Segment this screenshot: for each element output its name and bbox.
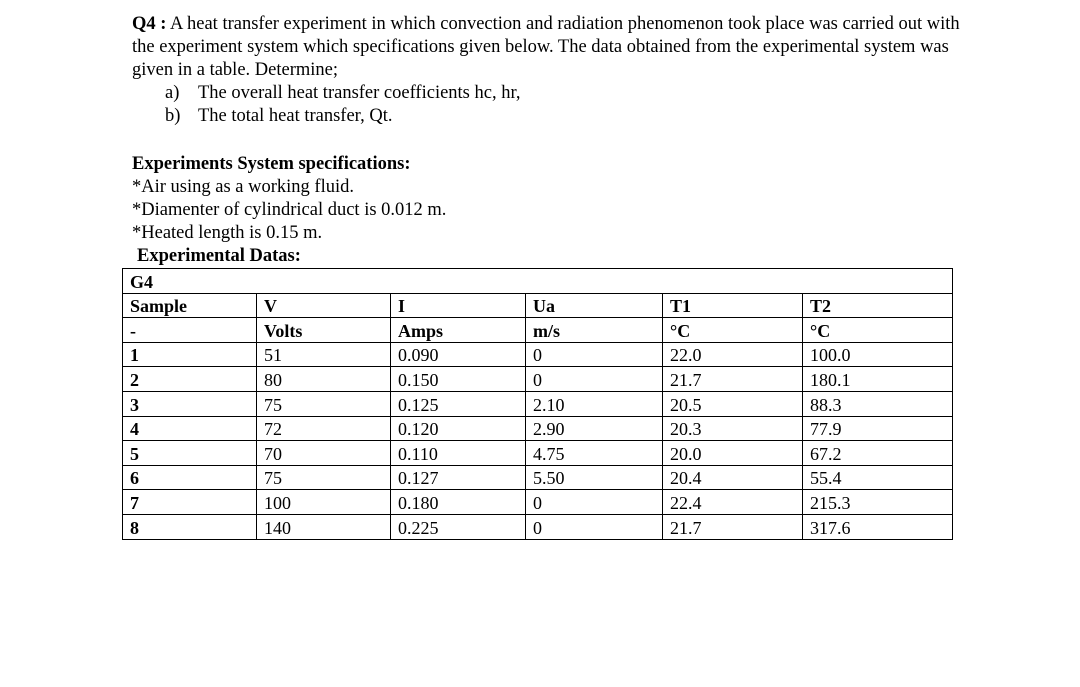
table-cell: 0	[526, 514, 663, 539]
table-group-cell: G4	[123, 269, 953, 294]
table-row	[123, 367, 953, 392]
table-sample-cell: 1	[123, 342, 257, 367]
question-part-text: The total heat transfer, Qt.	[198, 106, 393, 126]
table-units-row	[123, 318, 953, 343]
table-row	[123, 490, 953, 515]
table-sample-cell: 3	[123, 391, 257, 416]
table-row	[123, 416, 953, 441]
table-unit-cell: °C	[663, 318, 803, 343]
question-part-marker: b)	[165, 106, 181, 126]
table-cell: 140	[257, 514, 391, 539]
table-cell: 2.10	[526, 391, 663, 416]
specifications-block	[132, 153, 832, 245]
data-title: Experimental Datas:	[137, 246, 301, 266]
table-sample-cell: 7	[123, 490, 257, 515]
table-cell: 0	[526, 367, 663, 392]
table-sample-cell: 2	[123, 367, 257, 392]
table-group-row	[123, 269, 953, 294]
question-part-marker: a)	[165, 83, 180, 103]
table-unit-cell: Amps	[391, 318, 526, 343]
table-cell: 0	[526, 490, 663, 515]
table-cell: 180.1	[803, 367, 953, 392]
table-row	[123, 441, 953, 466]
table-header-cell: Ua	[526, 293, 663, 318]
table-cell: 67.2	[803, 441, 953, 466]
table-cell: 5.50	[526, 465, 663, 490]
table-row	[123, 514, 953, 539]
table-cell: 88.3	[803, 391, 953, 416]
table-header-cell: T2	[803, 293, 953, 318]
table-cell: 0.110	[391, 441, 526, 466]
table-unit-cell: m/s	[526, 318, 663, 343]
table-sample-cell: 4	[123, 416, 257, 441]
table-cell: 100	[257, 490, 391, 515]
table-cell: 100.0	[803, 342, 953, 367]
table-row	[123, 391, 953, 416]
table-cell: 20.5	[663, 391, 803, 416]
table-row	[123, 342, 953, 367]
table-cell: 22.4	[663, 490, 803, 515]
table-cell: 0.125	[391, 391, 526, 416]
table-sample-cell: 6	[123, 465, 257, 490]
table-cell: 215.3	[803, 490, 953, 515]
question-label: Q4 :	[132, 14, 167, 34]
table-cell: 21.7	[663, 367, 803, 392]
table-header-cell: I	[391, 293, 526, 318]
table-cell: 70	[257, 441, 391, 466]
table-row	[123, 465, 953, 490]
table-cell: 21.7	[663, 514, 803, 539]
question-part-text: The overall heat transfer coefficients hc, hr,	[198, 83, 521, 103]
question-part	[132, 82, 962, 105]
question-paragraph	[132, 13, 962, 82]
table-cell: 20.4	[663, 465, 803, 490]
specification-item: *Air using as a working fluid.	[132, 177, 354, 197]
table-header-row	[123, 293, 953, 318]
table-cell: 22.0	[663, 342, 803, 367]
table-cell: 75	[257, 465, 391, 490]
table-cell: 80	[257, 367, 391, 392]
specification-item: *Diamenter of cylindrical duct is 0.012 m.	[132, 200, 447, 220]
table-sample-cell: 5	[123, 441, 257, 466]
table-cell: 0.180	[391, 490, 526, 515]
table-unit-cell: -	[123, 318, 257, 343]
question-text: A heat transfer experiment in which convection and radiation phenomenon took place was carried out with the experiment system which specifications given below. The data obtained from the experimental system was given in a table. Determine;	[132, 14, 960, 80]
table-header-cell: T1	[663, 293, 803, 318]
table-cell: 55.4	[803, 465, 953, 490]
table-cell: 2.90	[526, 416, 663, 441]
specification-item: *Heated length is 0.15 m.	[132, 223, 323, 243]
table-cell: 77.9	[803, 416, 953, 441]
specifications-title: Experiments System specifications:	[132, 154, 411, 174]
question-block	[132, 13, 962, 128]
table-header-cell: Sample	[123, 293, 257, 318]
table-cell: 72	[257, 416, 391, 441]
table-cell: 0.120	[391, 416, 526, 441]
data-table	[122, 268, 953, 540]
table-cell: 4.75	[526, 441, 663, 466]
question-part	[132, 105, 962, 128]
question-parts-list	[132, 82, 962, 128]
table-cell: 0.090	[391, 342, 526, 367]
table-unit-cell: °C	[803, 318, 953, 343]
table-unit-cell: Volts	[257, 318, 391, 343]
table-cell: 20.3	[663, 416, 803, 441]
table-header-cell: V	[257, 293, 391, 318]
table-cell: 0	[526, 342, 663, 367]
table-cell: 20.0	[663, 441, 803, 466]
table-sample-cell: 8	[123, 514, 257, 539]
table-cell: 75	[257, 391, 391, 416]
table-cell: 0.150	[391, 367, 526, 392]
table-cell: 0.225	[391, 514, 526, 539]
table-cell: 317.6	[803, 514, 953, 539]
table-cell: 0.127	[391, 465, 526, 490]
table-cell: 51	[257, 342, 391, 367]
